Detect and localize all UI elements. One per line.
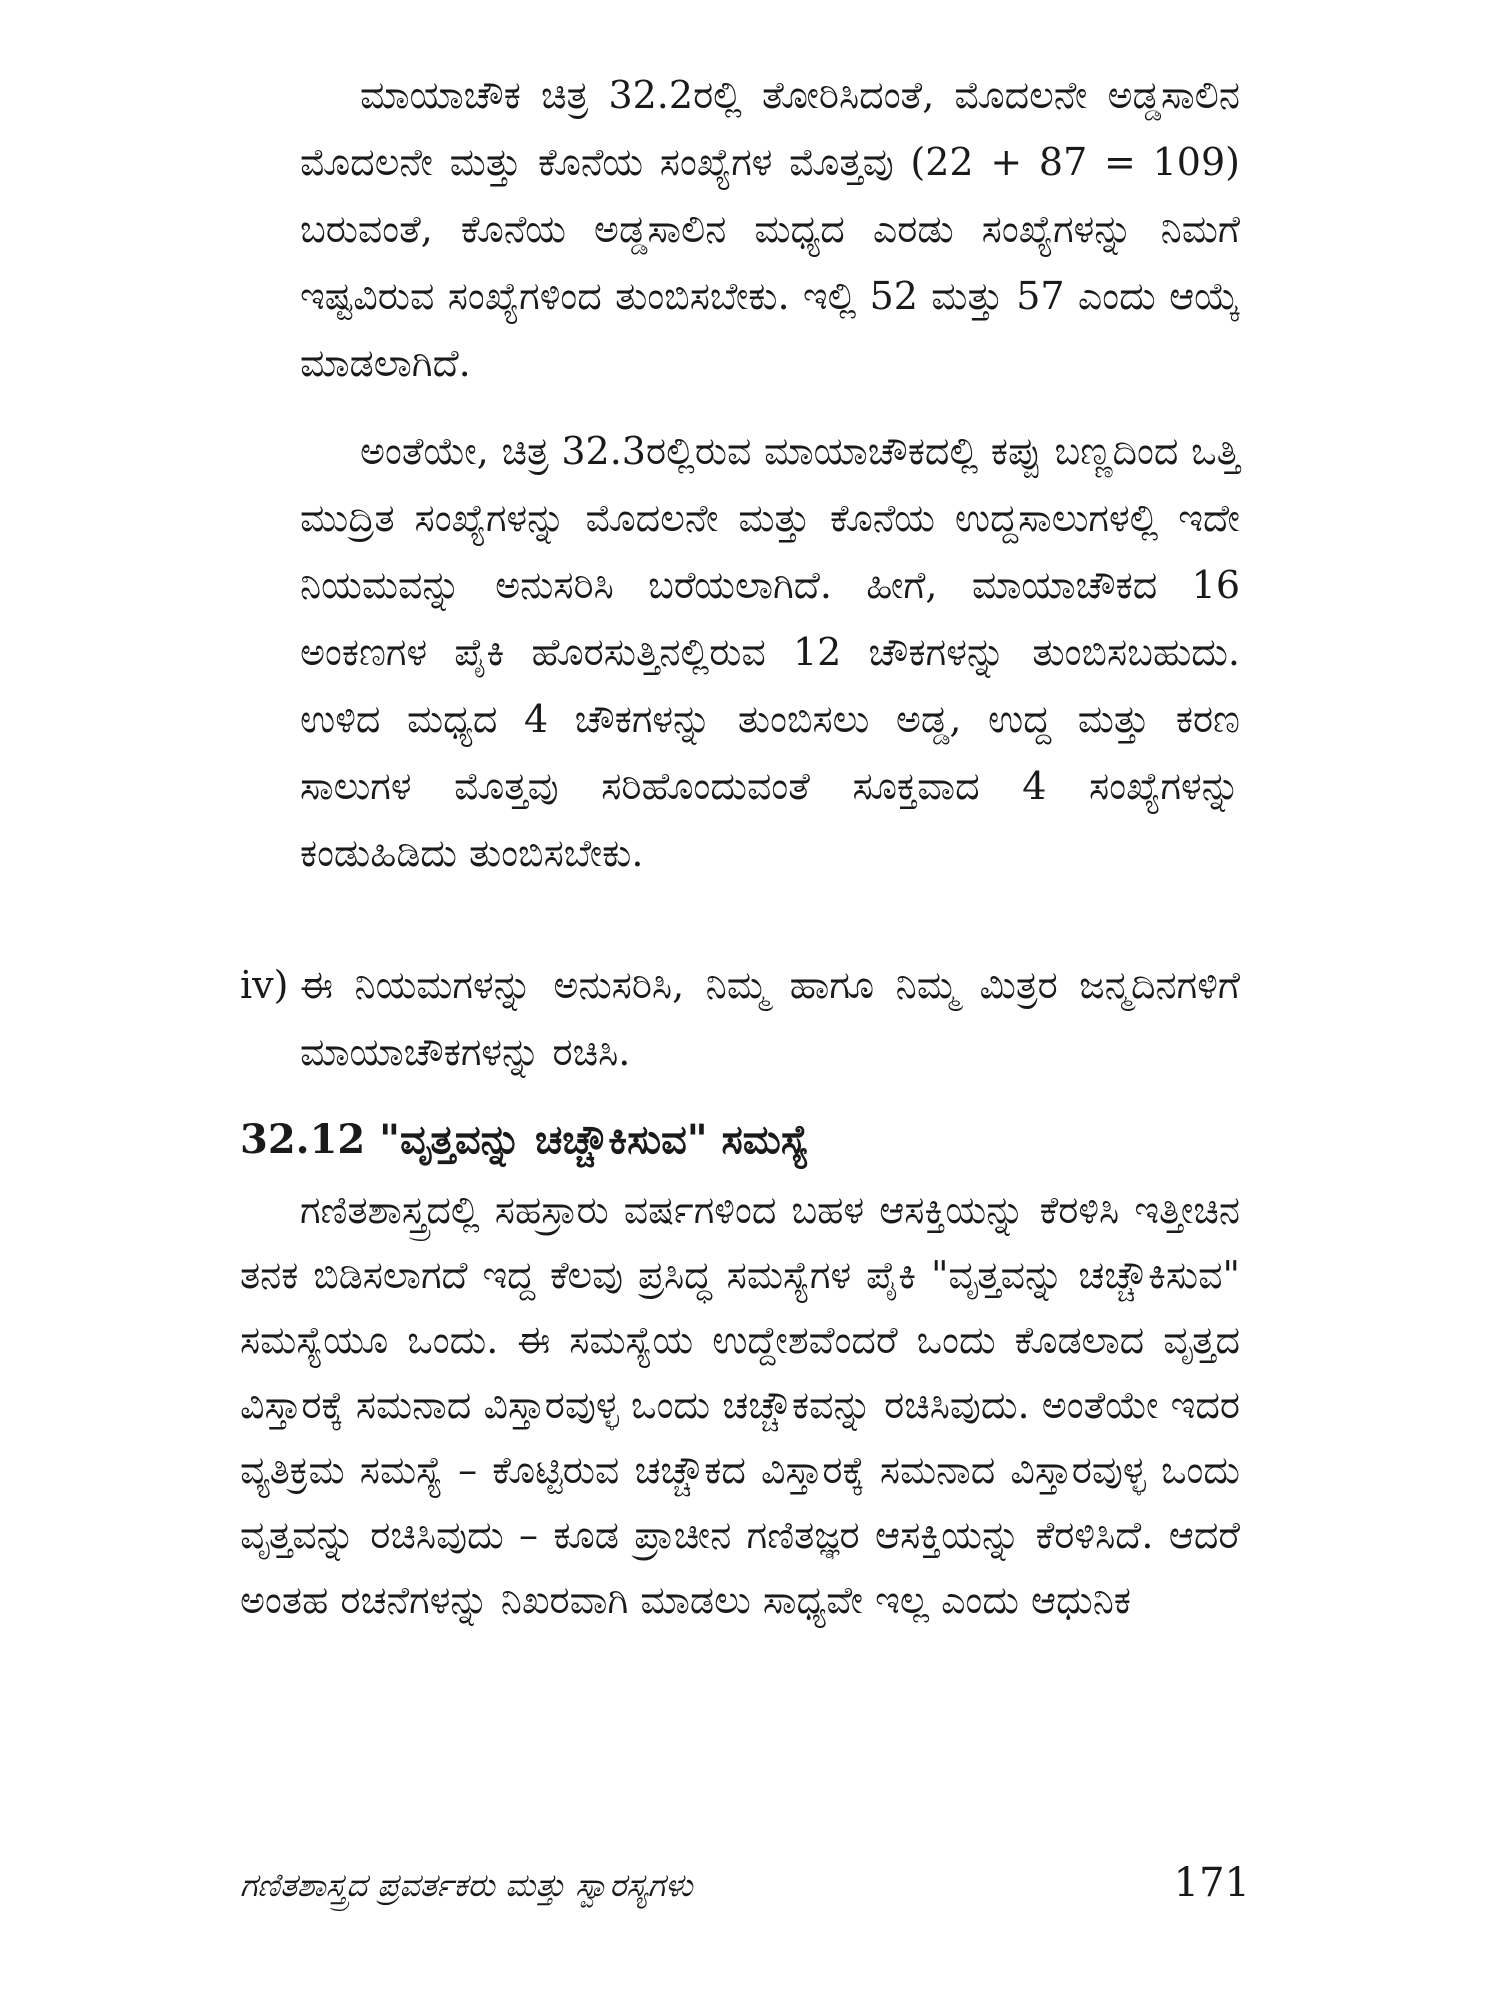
list-item-text: ಈ ನಿಯಮಗಳನ್ನು ಅನುಸರಿಸಿ, ನಿಮ್ಮ ಹಾಗೂ ನಿಮ್ಮ ಮಿತ್ರರ ಜನ್ಮದಿನಗಳಿಗೆ ಮಾಯಾಚೌಕಗಳನ್ನು ರಚಿಸಿ. [300,963,1240,1074]
paragraph-magic-square-columns: ಅಂತೆಯೇ, ಚಿತ್ರ 32.3ರಲ್ಲಿರುವ ಮಾಯಾಚೌಕದಲ್ಲಿ ಕಪ್ಪು ಬಣ್ಣದಿಂದ ಒತ್ತಿ ಮುದ್ರಿತ ಸಂಖ್ಯೆಗಳನ್ನು ಮೊದಲನೇ ಮತ್ತು ಕೊನೆಯ ಉದ್ದಸಾಲುಗಳಲ್ಲಿ ಇದೇ ನಿಯಮವನ್ನು ಅನುಸರಿಸಿ ಬರೆಯಲಾಗಿದೆ. ಹೀಗೆ, ಮಾಯಾಚೌಕದ 16 ಅಂಕಣಗಳ ಪೈಕಿ ಹೊರಸುತ್ತಿನಲ್ಲಿರುವ 12 ಚೌಕಗಳನ್ನು ತುಂಬಿಸಬಹುದು. ಉಳಿದ ಮಧ್ಯದ 4 ಚೌಕಗಳನ್ನು ತುಂಬಿಸಲು ಅಡ್ಡ, ಉದ್ದ ಮತ್ತು ಕರಣ ಸಾಲುಗಳ ಮೊತ್ತವು ಸರಿಹೊಂದುವಂತೆ ಸೂಕ್ತವಾದ 4 ಸಂಖ್ಯೆಗಳನ್ನು ಕಂಡುಹಿಡಿದು ತುಂಬಿಸಬೇಕು. [300,429,1240,875]
paragraph-magic-square-row: ಮಾಯಾಚೌಕ ಚಿತ್ರ 32.2ರಲ್ಲಿ ತೋರಿಸಿದಂತೆ, ಮೊದಲನೇ ಅಡ್ಡಸಾಲಿನ ಮೊದಲನೇ ಮತ್ತು ಕೊನೆಯ ಸಂಖ್ಯೆಗಳ ಮೊತ್ತವು (22 + 87 = 109) ಬರುವಂತೆ, ಕೊನೆಯ ಅಡ್ಡಸಾಲಿನ ಮಧ್ಯದ ಎರಡು ಸಂಖ್ಯೆಗಳನ್ನು ನಿಮಗೆ ಇಷ್ಟವಿರುವ ಸಂಖ್ಯೆಗಳಿಂದ ತುಂಬಿಸಬೇಕು. ಇಲ್ಲಿ 52 ಮತ್ತು 57 ಎಂದು ಆಯ್ಕೆ ಮಾಡಲಾಗಿದೆ. [300,73,1240,385]
paragraph-squaring-circle: ಗಣಿತಶಾಸ್ತ್ರದಲ್ಲಿ ಸಹಸ್ರಾರು ವರ್ಷಗಳಿಂದ ಬಹಳ ಆಸಕ್ತಿಯನ್ನು ಕೆರಳಿಸಿ ಇತ್ತೀಚಿನ ತನಕ ಬಿಡಿಸಲಾಗದೆ ಇದ್ದ ಕೆಲವು ಪ್ರಸಿದ್ಧ ಸಮಸ್ಯೆಗಳ ಪೈಕಿ "ವೃತ್ತವನ್ನು ಚಚ್ಚೌಕಿಸುವ" ಸಮಸ್ಯೆಯೂ ಒಂದು. ಈ ಸಮಸ್ಯೆಯ ಉದ್ದೇಶವೆಂದರೆ ಒಂದು ಕೊಡಲಾದ ವೃತ್ತದ ವಿಸ್ತಾರಕ್ಕೆ ಸಮನಾದ ವಿಸ್ತಾರವುಳ್ಳ ಒಂದು ಚಚ್ಚೌಕವನ್ನು ರಚಿಸಿವುದು. ಅಂತೆಯೇ ಇದರ ವ್ಯತಿಕ್ರಮ ಸಮಸ್ಯೆ – ಕೊಟ್ಟಿರುವ ಚಚ್ಚೌಕದ ವಿಸ್ತಾರಕ್ಕೆ ಸಮನಾದ ವಿಸ್ತಾರವುಳ್ಳ ಒಂದು ವೃತ್ತವನ್ನು ರಚಿಸಿವುದು – ಕೂಡ ಪ್ರಾಚೀನ ಗಣಿತಜ್ಞರ ಆಸಕ್ತಿಯನ್ನು ಕೆರಳಿಸಿದೆ. ಆದರೆ ಅಂತಹ ರಚನೆಗಳನ್ನು ನಿಖರವಾಗಿ ಮಾಡಲು ಸಾಧ್ಯವೇ ಇಲ್ಲ ಎಂದು ಆಧುನಿಕ [240,1188,1240,1622]
section-heading: 32.12 "ವೃತ್ತವನ್ನು ಚಚ್ಚೌಕಿಸುವ" ಸಮಸ್ಯೆ [240,1116,810,1163]
page-number: 171 [1173,1860,1250,1906]
list-item-iv [240,952,1240,1086]
list-marker: iv) [240,963,289,1007]
page-footer [240,1860,1250,1920]
running-footer-title: ಗಣಿತಶಾಸ್ತ್ರದ ಪ್ರವರ್ತಕರು ಮತ್ತು ಸ್ವಾರಸ್ಯಗಳು [240,1866,693,1904]
